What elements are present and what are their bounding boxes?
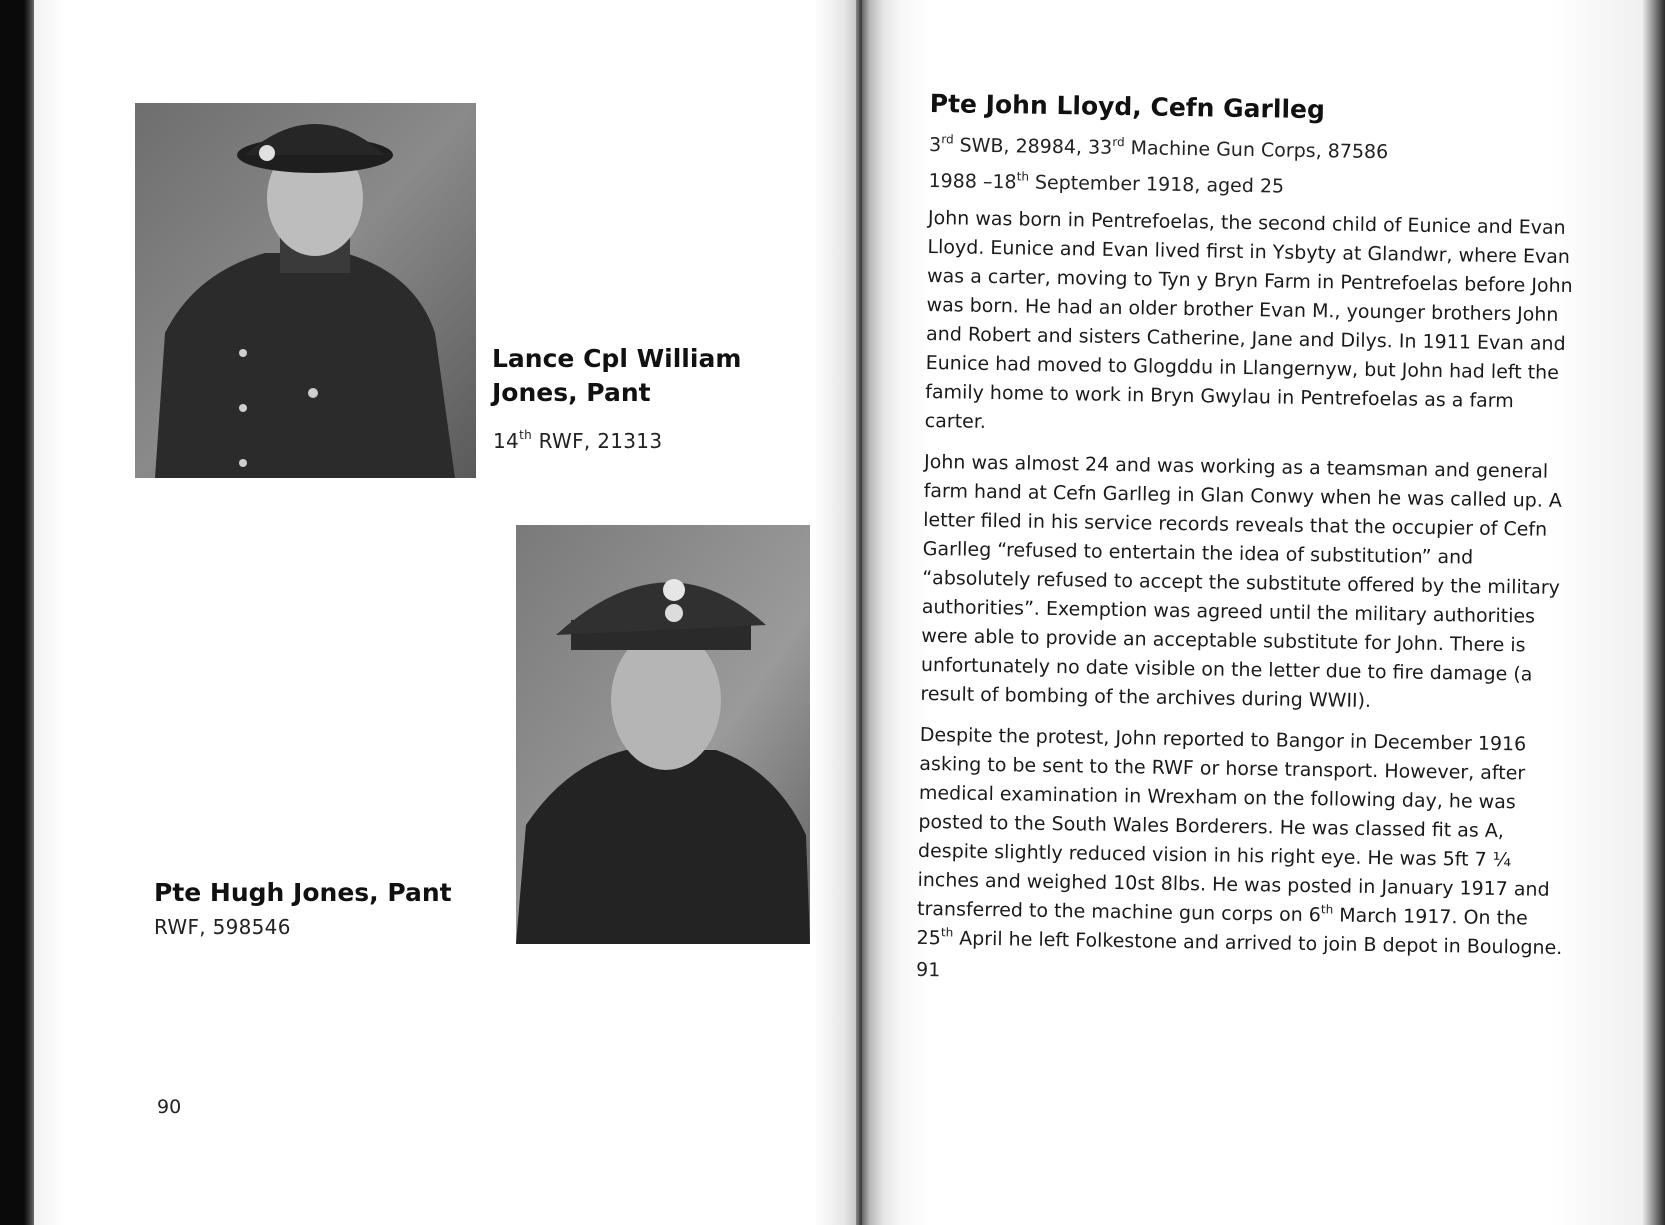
right-page-text-block [916,88,1580,991]
portrait-photo-hugh-jones [516,525,810,944]
service-details [929,132,1579,168]
paragraph-part: Despite the protest, John reported to Bangor in December 1916 asking to be sent to the RWF or horse transport. However, after medical examination in Wrexham on the following day, he was posted to the South Wales Borderers. He was classed fit as A, despite slightly reduced vision in his right eye. He was 5ft 7 ¼ inches and weighed 10st 8lbs. He was posted in January 1917 and transferred to the machine gun corps on 6 [916,723,1550,927]
service-part: 3 [928,133,942,157]
page-number-right: 91 [915,958,941,982]
caption-unit-hugh-jones: RWF, 598546 [154,915,291,939]
article-title: Pte John Lloyd, Cefn Garlleg [929,88,1326,125]
service-part: Machine Gun Corps, 87586 [1124,137,1389,164]
dates-part: September 1918, aged 25 [1028,171,1285,198]
dates-superscript: th [1016,169,1030,184]
unit-number: 14 [493,429,520,453]
life-dates [928,168,1578,204]
caption-title-line: Lance Cpl William [492,344,742,373]
unit-rest: RWF, 21313 [531,429,663,453]
caption-title-william-jones [492,342,741,410]
paragraph-part: April he left Folkestone and arrived to join B depot in Boulogne. [952,927,1563,960]
right-page [862,0,1665,1225]
paragraph-service [916,721,1570,963]
caption-title-hugh-jones: Pte Hugh Jones, Pant [154,878,452,907]
unit-superscript: th [519,428,532,443]
dates-part: 1988 –18 [928,169,1017,194]
caption-unit-william-jones [493,428,662,454]
portrait-photo-william-jones [135,103,476,478]
service-superscript: rd [1112,134,1125,149]
paragraph-superscript: th [940,924,954,940]
service-part: SWB, 28984, 33 [953,134,1113,159]
paragraph-part: March 1917. On the 25 [916,904,1528,950]
paragraph-superscript: th [1320,901,1334,917]
caption-title-line: Jones, Pant [492,378,651,407]
left-page [34,0,860,1225]
service-superscript: rd [941,131,954,147]
page-number-left: 90 [157,1096,182,1118]
paragraph-conscription: John was almost 24 and was working as a teamsman and general farm hand at Cefn Garlleg in Glan Conwy when he was called up. A letter filed in his service records reveals that the occupier of Cefn Garlleg “refused to entertain the idea of substitution” and “absolutely refused to accept the substitute offered by the military authorities”. Exemption was agreed until the military authorities were able to provide an acceptable substitute for John. There is unfortunately no date visible on the letter due to fire damage (a result of bombing of the archives during WWII). [920,450,1563,713]
paragraph-family: John was born in Pentrefoelas, the second child of Eunice and Evan Lloyd. Eunice and Evan lived first in Ysbyty at Glandwr, where Evan was a carter, moving to Tyn y Bryn Farm in Pentrefoelas before John was born. He had an older brother Evan M., younger brothers John and Robert and sisters Catherine, Jane and Dilys. In 1911 Evan and Eunice had moved to Glogddu in Llangernyw, but John had left the family home to work in Bryn Gwylau in Pentrefoelas as a farm carter. [924,206,1573,433]
